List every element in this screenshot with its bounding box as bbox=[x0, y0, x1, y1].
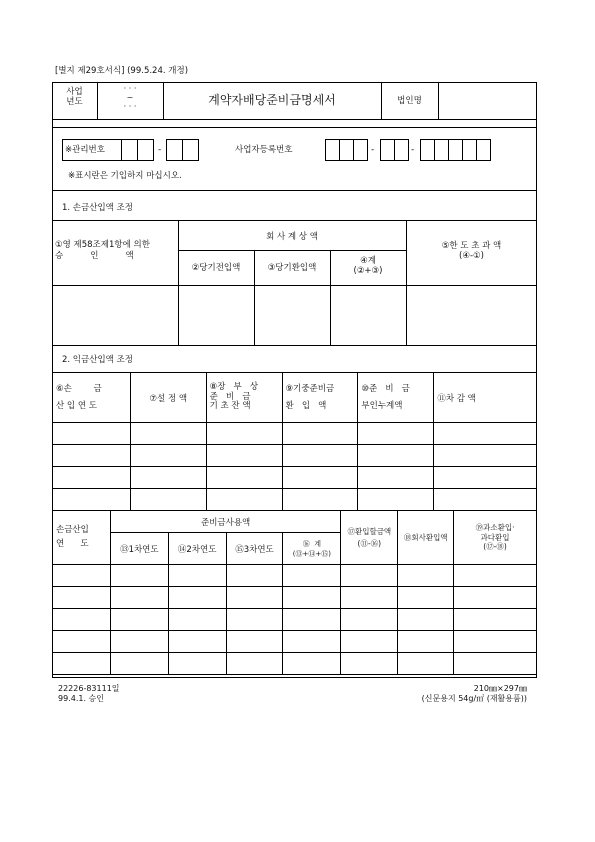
table-cell[interactable] bbox=[341, 587, 398, 609]
business-registration-digit[interactable] bbox=[462, 139, 477, 161]
divider bbox=[438, 82, 439, 119]
divider bbox=[52, 285, 537, 286]
section2-title: 2. 익금산입액 조정 bbox=[62, 355, 133, 365]
reserve-disallowed-header: ⑩준 비 금 부인누계액 bbox=[361, 383, 410, 411]
table-cell[interactable] bbox=[53, 587, 111, 609]
table-cell[interactable] bbox=[168, 631, 226, 653]
table-cell[interactable] bbox=[454, 587, 537, 609]
table-cell[interactable] bbox=[226, 631, 283, 653]
excess-limit-header: ⑤한 도 초 과 액 (④-①) bbox=[441, 241, 502, 262]
table-cell[interactable] bbox=[53, 489, 131, 511]
under-over-reversal-header: ⑲과소환입· 과다환입 (⑰-⑱) bbox=[475, 522, 515, 552]
business-registration-label: 사업자등록번호 bbox=[235, 145, 293, 155]
marked-fields-note: ※표시란은 기입하지 마십시오. bbox=[68, 171, 182, 181]
table-cell[interactable] bbox=[283, 653, 341, 675]
approved-amount-header: ①영 제58조제1항에 의한 승 인 액 bbox=[55, 240, 150, 262]
table-cell[interactable] bbox=[398, 587, 454, 609]
table-cell[interactable] bbox=[398, 653, 454, 675]
header-cell bbox=[341, 511, 398, 565]
management-number-digit[interactable] bbox=[166, 139, 183, 161]
table-cell[interactable] bbox=[226, 653, 283, 675]
company-reversal-header: ⑱회사환입액 bbox=[403, 533, 448, 542]
table-cell[interactable] bbox=[110, 587, 168, 609]
table-cell[interactable] bbox=[341, 609, 398, 631]
table-cell[interactable] bbox=[282, 489, 358, 511]
divider bbox=[52, 345, 537, 346]
table-cell[interactable] bbox=[206, 445, 282, 467]
business-registration-digit[interactable] bbox=[476, 139, 491, 161]
table-cell[interactable] bbox=[283, 565, 341, 587]
table-row bbox=[53, 631, 537, 653]
table-cell[interactable] bbox=[434, 423, 537, 445]
company-booked-amount-header: 회 사 계 상 액 bbox=[266, 232, 318, 242]
table-cell[interactable] bbox=[53, 565, 111, 587]
table-cell[interactable] bbox=[226, 565, 283, 587]
table-cell[interactable] bbox=[110, 631, 168, 653]
table-row bbox=[53, 445, 537, 467]
footer-right bbox=[422, 684, 527, 704]
year1-header: ⑬1차연도 bbox=[120, 544, 159, 555]
reserve-reversal-header: ⑨기중준비금 환 입 액 bbox=[285, 383, 335, 411]
header-cell bbox=[53, 511, 111, 565]
table-cell[interactable] bbox=[130, 423, 206, 445]
table-cell[interactable] bbox=[454, 653, 537, 675]
dash-separator: - bbox=[371, 145, 375, 155]
table-cell[interactable] bbox=[454, 609, 537, 631]
table-cell[interactable] bbox=[341, 653, 398, 675]
table-cell[interactable] bbox=[341, 631, 398, 653]
table-cell[interactable] bbox=[53, 609, 111, 631]
deduction-amount-header: ⑪차 감 액 bbox=[437, 393, 476, 404]
year3-header: ⑮3차연도 bbox=[235, 544, 274, 555]
table-cell[interactable] bbox=[282, 445, 358, 467]
business-year-label: 사업 년도 bbox=[66, 87, 83, 108]
management-number-digit[interactable] bbox=[121, 139, 138, 161]
business-registration-digit[interactable] bbox=[394, 139, 409, 161]
table-cell[interactable] bbox=[398, 565, 454, 587]
table-header-row bbox=[53, 373, 537, 423]
loss-inclusion-year-header: 손금산입 연 도 bbox=[56, 524, 89, 549]
current-reversal-header: ③당기환입액 bbox=[267, 263, 317, 273]
header-cell bbox=[282, 373, 358, 423]
table-cell[interactable] bbox=[358, 445, 434, 467]
form-title: 계약자배당준비금명세서 bbox=[208, 93, 336, 107]
table-cell[interactable] bbox=[358, 467, 434, 489]
set-amount-header: ⑦설 정 액 bbox=[149, 393, 188, 404]
header-cell bbox=[434, 373, 537, 423]
table-cell[interactable] bbox=[398, 631, 454, 653]
table-row bbox=[53, 489, 537, 511]
business-year-value: · · · ~ · · · bbox=[123, 84, 137, 112]
header-cell bbox=[398, 511, 454, 565]
table-header-row bbox=[53, 511, 537, 533]
table-cell[interactable] bbox=[358, 489, 434, 511]
form-reference: [별지 제29호서식] (99.5.24. 개정) bbox=[55, 66, 189, 76]
header-cell bbox=[53, 373, 131, 423]
current-transfer-in-header: ②당기전입액 bbox=[191, 263, 241, 273]
amount-to-reverse-header: ⑰환입할금액 (⑪-⑯) bbox=[347, 526, 392, 548]
paper-spec: (신문용지 54g/㎡ (재활용품)) bbox=[421, 694, 527, 703]
table-cell[interactable] bbox=[282, 467, 358, 489]
table-row bbox=[53, 423, 537, 445]
section1-title: 1. 손금산입액 조정 bbox=[62, 203, 133, 213]
header-cell bbox=[130, 373, 206, 423]
divider bbox=[52, 190, 537, 191]
management-number-digit[interactable] bbox=[182, 139, 199, 161]
table-cell[interactable] bbox=[130, 489, 206, 511]
business-registration-digit[interactable] bbox=[380, 139, 395, 161]
business-registration-digit[interactable] bbox=[448, 139, 463, 161]
table-cell[interactable] bbox=[53, 423, 131, 445]
usage-total-header: ⑯ 계 (⑬+⑭+⑮) bbox=[292, 539, 331, 558]
header-cell bbox=[110, 533, 168, 565]
divider bbox=[406, 220, 407, 345]
header-cell bbox=[226, 533, 283, 565]
table-cell[interactable] bbox=[434, 445, 537, 467]
table-cell[interactable] bbox=[168, 565, 226, 587]
table-cell[interactable] bbox=[454, 565, 537, 587]
total-header: ④계 (②+③) bbox=[353, 256, 383, 277]
table-row bbox=[53, 653, 537, 675]
table-cell[interactable] bbox=[206, 467, 282, 489]
table-cell[interactable] bbox=[130, 467, 206, 489]
header-cell bbox=[168, 533, 226, 565]
table-cell[interactable] bbox=[110, 653, 168, 675]
header-cell bbox=[454, 511, 537, 565]
table-row bbox=[53, 609, 537, 631]
table-cell[interactable] bbox=[206, 489, 282, 511]
table-row bbox=[53, 565, 537, 587]
table-row bbox=[53, 587, 537, 609]
business-registration-digit[interactable] bbox=[325, 139, 340, 161]
divider bbox=[52, 220, 537, 221]
table-cell[interactable] bbox=[358, 423, 434, 445]
table-cell[interactable] bbox=[168, 609, 226, 631]
table-cell[interactable] bbox=[226, 609, 283, 631]
business-registration-digit[interactable] bbox=[339, 139, 354, 161]
table-cell[interactable] bbox=[110, 609, 168, 631]
table-cell[interactable] bbox=[283, 631, 341, 653]
reserve-usage-header: 준비금사용액 bbox=[200, 517, 251, 528]
table-cell[interactable] bbox=[398, 609, 454, 631]
divider bbox=[52, 127, 537, 128]
table-cell[interactable] bbox=[168, 587, 226, 609]
table-cell[interactable] bbox=[53, 653, 111, 675]
section2-table bbox=[52, 372, 537, 511]
table-cell[interactable] bbox=[434, 467, 537, 489]
management-number-label: ※관리번호 bbox=[65, 145, 105, 155]
loss-inclusion-year-header: ⑥손 금 산 입 연 도 bbox=[56, 383, 102, 411]
paper-size: 210㎜×297㎜ bbox=[473, 684, 527, 693]
table-cell[interactable] bbox=[434, 489, 537, 511]
table-cell[interactable] bbox=[283, 609, 341, 631]
business-registration-digit[interactable] bbox=[353, 139, 368, 161]
form-code: 22226-83111일 bbox=[58, 684, 120, 693]
header-cell bbox=[283, 533, 341, 565]
table-cell[interactable] bbox=[53, 467, 131, 489]
business-registration-digit[interactable] bbox=[420, 139, 435, 161]
table-cell[interactable] bbox=[341, 565, 398, 587]
table-cell[interactable] bbox=[206, 423, 282, 445]
table-cell[interactable] bbox=[53, 631, 111, 653]
section3-table bbox=[52, 510, 537, 675]
header-cell bbox=[206, 373, 282, 423]
table-cell[interactable] bbox=[168, 653, 226, 675]
header-cell bbox=[110, 511, 340, 533]
corporation-name-field[interactable] bbox=[444, 88, 530, 114]
divider bbox=[52, 119, 537, 120]
management-number-digit[interactable] bbox=[137, 139, 154, 161]
table-cell[interactable] bbox=[282, 423, 358, 445]
header-cell bbox=[358, 373, 434, 423]
table-row bbox=[53, 467, 537, 489]
table-cell[interactable] bbox=[283, 587, 341, 609]
dash-separator: - bbox=[158, 145, 162, 155]
corporation-name-label: 법인명 bbox=[397, 96, 422, 106]
divider bbox=[178, 250, 406, 251]
footer-left bbox=[58, 684, 120, 704]
business-registration-digit[interactable] bbox=[434, 139, 449, 161]
approval-date: 99.4.1. 승인 bbox=[58, 694, 104, 703]
table-cell[interactable] bbox=[130, 445, 206, 467]
table-cell[interactable] bbox=[53, 445, 131, 467]
table-cell[interactable] bbox=[454, 631, 537, 653]
table-cell[interactable] bbox=[110, 565, 168, 587]
book-reserve-opening-header: ⑧장 부 상 준 비 금 기 초 잔 액 bbox=[209, 381, 259, 412]
dash-separator: - bbox=[411, 145, 415, 155]
table-cell[interactable] bbox=[226, 587, 283, 609]
year2-header: ⑭2차연도 bbox=[177, 544, 217, 555]
